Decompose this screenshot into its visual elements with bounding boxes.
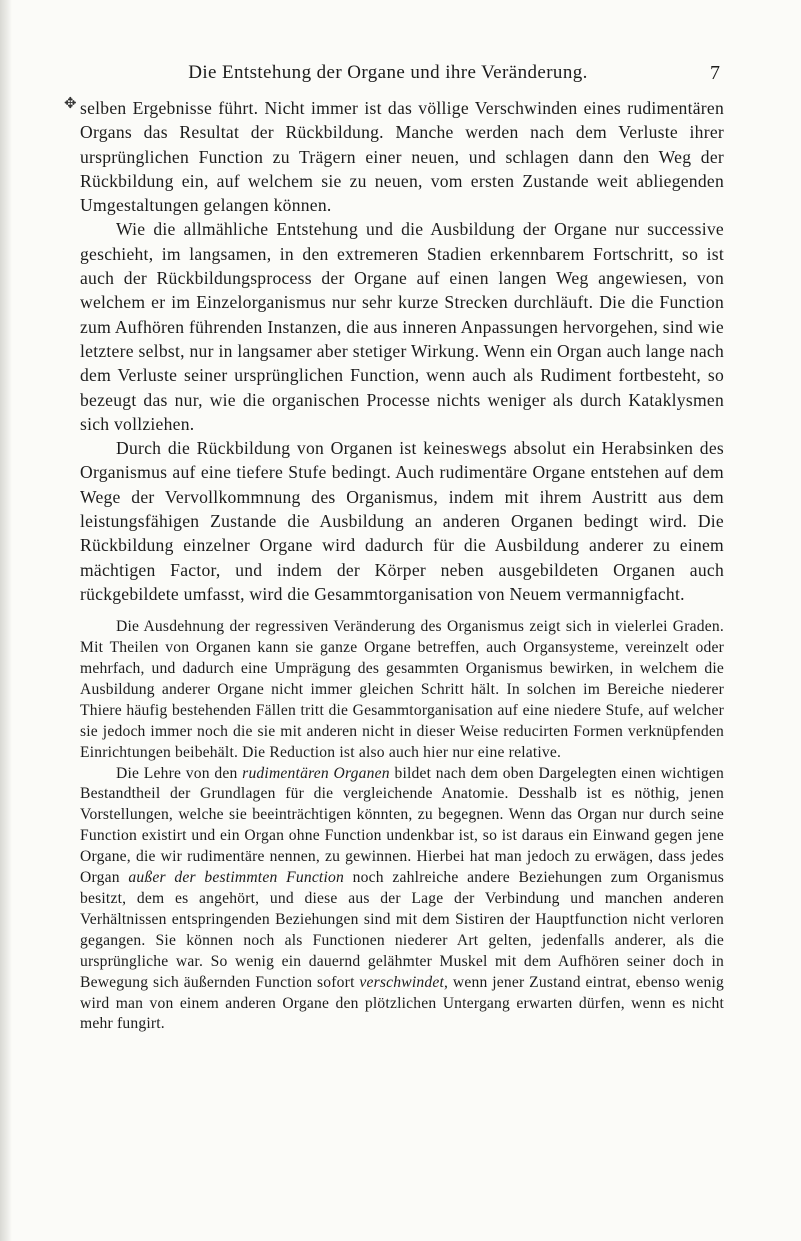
section-gap bbox=[80, 606, 724, 617]
paragraph-5-emphasis-1: rudimentären Organen bbox=[242, 764, 390, 782]
paragraph-5 bbox=[80, 764, 724, 1036]
page-number: 7 bbox=[710, 62, 720, 84]
paragraph-5-text-d: , wenn jener Zustand eintrat, ebenso wenig wird man von einem anderen Organe den plötzlichen Untergang erwarten dürfen, wenn es nicht mehr fungirt. bbox=[80, 973, 724, 1033]
margin-mark-icon: ✥ bbox=[64, 94, 77, 112]
body-text bbox=[80, 96, 724, 1035]
paragraph-5-text-a: Die Lehre von den bbox=[116, 764, 243, 782]
paragraph-2: Wie die allmähliche Entstehung und die Ausbildung der Organe nur successive geschieht, im langsamen, in den extremeren Stadien erkennbarem Fortschritt, so ist auch der Rückbildungsprocess der Organe auf einen langen Weg angewiesen, von welchem er im Einzelorganismus nur sehr kurze Strecken durchläuft. Die die Function zum Aufhören führenden Instanzen, die aus inneren Anpassungen hervorgehen, sind wie letztere selbst, nur in langsamer aber stetiger Wirkung. Wenn ein Organ auch lange nach dem Verluste seiner ursprünglichen Function, wenn auch als Rudiment fortbesteht, so bezeugt das nur, wie die organischen Processe nichts weniger als durch Kataklysmen sich vollziehen. bbox=[80, 219, 724, 434]
paragraph-1: selben Ergebnisse führt. Nicht immer ist das völlige Verschwinden eines rudimentären Organs das Resultat der Rückbildung. Manche werden nach dem Verluste ihrer ursprünglichen Function zu Trägern einer neuen, und schlagen dann den Weg der Rückbildung ein, auf welchem sie zu neuen, vom ersten Zustande weit abliegenden Umgestaltungen gelangen können. bbox=[80, 98, 724, 216]
paragraph-5-emphasis-3: verschwindet bbox=[359, 973, 445, 991]
paragraph-5-text-b: bildet nach dem oben Dargelegten einen wichtigen Bestandtheil der Grundlagen für die vergleichende Anatomie. Desshalb ist es nöthig, jenen Vorstellungen, welche sie beeinträchtigen könnten, zu begegnen. Wenn das Organ nur durch seine Function existirt und ein Organ ohne Function undenkbar ist, so ist daraus ein Einwand gegen jene Organe, die wir rudimentäre nennen, zu gewinnen. Hierbei hat man jedoch zu erwägen, dass jedes Organ bbox=[80, 764, 724, 887]
paragraph-5-text-c: noch zahlreiche andere Beziehungen zum Organismus besitzt, dem es angehört, und diese aus der Lage der Verbindung und manchen anderen Verhältnissen entspringenden Beziehungen sind mit dem Sistiren der Hauptfunction nicht verloren gegangen. Sie können noch als Functionen niederer Art gelten, jedenfalls anderer, als die ursprüngliche war. So wenig ein dauernd gelähmter Muskel mit dem Aufhören seiner doch in Bewegung sich äußernden Function sofort bbox=[80, 869, 724, 991]
paragraph-3: Durch die Rückbildung von Organen ist keineswegs absolut ein Herabsinken des Organismus auf eine tiefere Stufe bedingt. Auch rudimentäre Organe entstehen auf dem Wege der Vervollkommnung des Organismus, indem mit ihrem Austritt aus dem leistungsfähigen Zustande die Ausbildung an anderen Organen bedingt wird. Die Rückbildung einzelner Organe wird dadurch für die Ausbildung anderer zu einem mächtigen Factor, und indem der Körper neben ausgebildeten Organen auch rückgebildete umfasst, wird die Gesammtorganisation von Neuem vermannigfacht. bbox=[80, 438, 724, 604]
paragraph-4: Die Ausdehnung der regressiven Veränderung des Organismus zeigt sich in vielerlei Graden. Mit Theilen von Organen kann sie ganze Organe betreffen, auch Organsysteme, vereinzelt oder mehrfach, und dadurch eine Umprägung des gesammten Organismus bewirken, in welchem die Ausbildung anderer Organe nicht immer gleichen Schritt hält. In solchen im Bereiche niederer Thiere häufig bestehenden Fällen tritt die Gesammtorganisation auf eine niedere Stufe, auf welcher sie jedoch immer noch die sie mit anderen nicht in dieser Weise reducirten Formen verknüpfenden Einrichtungen beibehält. Die Reduction ist also auch hier nur eine relative. bbox=[80, 618, 724, 761]
running-header bbox=[96, 62, 720, 86]
paragraph-5-emphasis-2: außer der bestimmten Function bbox=[128, 869, 344, 887]
running-title: Die Entstehung der Organe und ihre Veränderung. bbox=[188, 62, 588, 83]
page-edge-shadow bbox=[0, 0, 12, 1241]
